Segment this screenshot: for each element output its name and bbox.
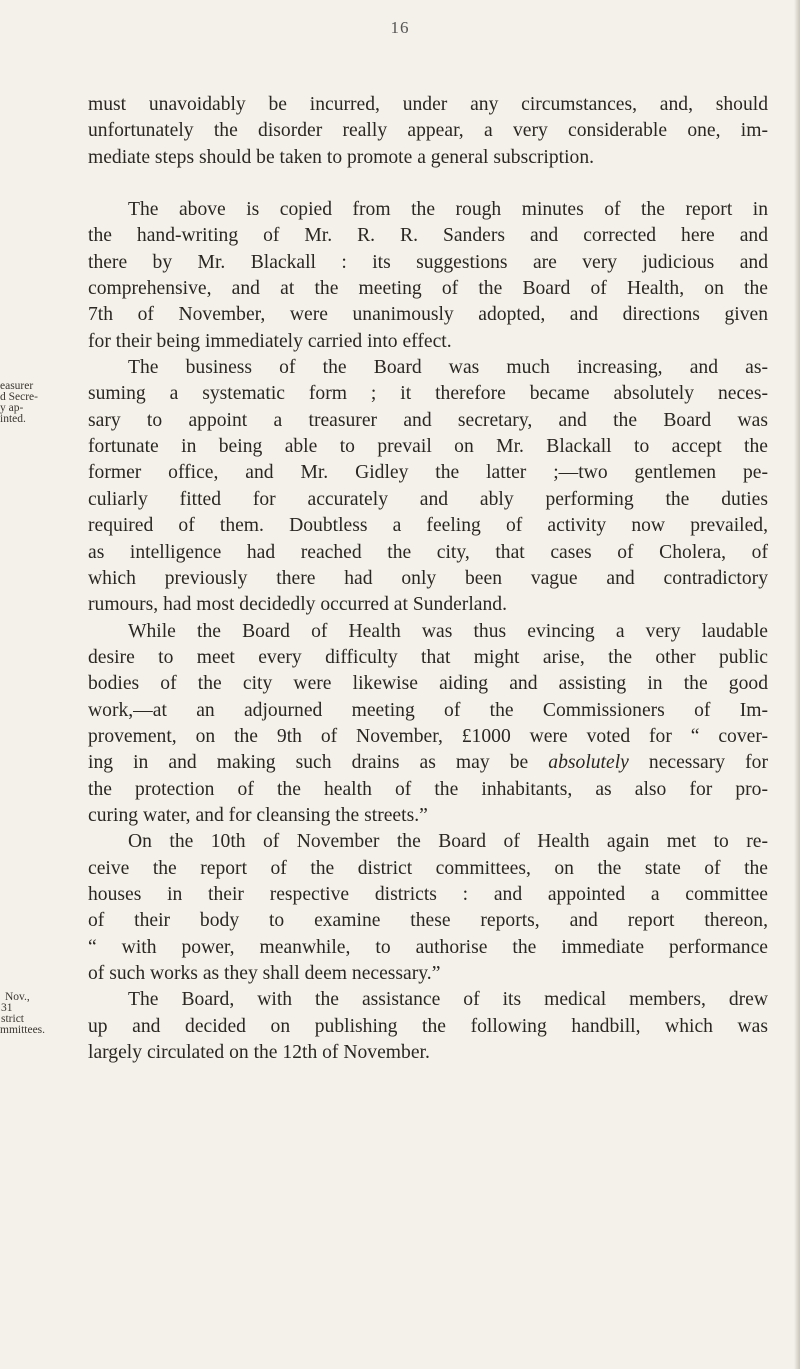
text-line: bodies of the city were likewise aiding and assisting in the good — [88, 673, 768, 695]
text-line: curing water, and for cleansing the streets.” — [88, 804, 428, 826]
text-line: the hand-writing of Mr. R. R. Sanders and corrected here and — [88, 225, 768, 247]
text-line: 7th of November, were unanimously adopted, and directions given — [88, 304, 768, 326]
text-line: comprehensive, and at the meeting of the Board of Health, on the — [88, 278, 768, 300]
text-segment: ing in and making such drains as may be — [88, 752, 549, 774]
text-line: up and decided on publishing the following handbill, which was — [88, 1015, 768, 1037]
margin-note-line: mmittees. — [0, 1024, 46, 1036]
margin-note-line: y ap- — [0, 402, 24, 414]
margin-note-district-committees — [0, 992, 82, 1036]
text-line: The above is copied from the rough minutes of the report in — [128, 199, 768, 221]
page-body — [88, 92, 768, 1066]
margin-note-line: 31 — [1, 1002, 13, 1014]
margin-note-line: inted. — [0, 413, 26, 425]
margin-note-line: easurer — [0, 380, 34, 392]
paragraph-gap — [88, 171, 768, 197]
text-line: for their being immediately carried into effect. — [88, 330, 452, 352]
text-line: largely circulated on the 12th of November. — [88, 1042, 430, 1064]
margin-note-line: strict — [1, 1013, 24, 1025]
italic-word: absolutely — [548, 752, 629, 774]
text-line: which previously there had only been vague and contradictory — [88, 567, 768, 589]
text-line: there by Mr. Blackall : its suggestions are very judicious and — [88, 251, 768, 273]
text-line: houses in their respective districts : and appointed a committee — [88, 883, 768, 905]
text-line: rumours, had most decidedly occurred at Sunderland. — [88, 594, 507, 616]
text-line: of such works as they shall deem necessary.” — [88, 963, 441, 984]
text-line: suming a systematic form ; it therefore became absolutely neces- — [88, 383, 768, 405]
text-line: fortunate in being able to prevail on Mr. Blackall to accept the — [88, 436, 768, 458]
text-line-with-italic — [88, 750, 768, 776]
margin-note-line: d Secre- — [0, 391, 38, 403]
text-line: mediate steps should be taken to promote a general subscription. — [88, 146, 595, 168]
text-line: desire to meet every difficulty that might arise, the other public — [88, 646, 768, 668]
text-line: While the Board of Health was thus evincing a very laudable — [128, 620, 768, 642]
page-edge-shadow — [794, 0, 800, 1369]
text-line: ceive the report of the district committees, on the state of the — [88, 857, 768, 879]
margin-note-treasurer-secretary — [0, 381, 82, 425]
page-number: 16 — [390, 18, 410, 37]
text-line: of their body to examine these reports, and report thereon, — [88, 910, 768, 932]
text-line: sary to appoint a treasurer and secretary, and the Board was — [88, 409, 768, 431]
text-line: The Board, with the assistance of its medical members, drew — [128, 989, 768, 1011]
text-line: work,—at an adjourned meeting of the Commissioners of Im- — [88, 699, 768, 721]
text-line: provement, on the 9th of November, £1000 were voted for “ cover- — [88, 725, 768, 747]
text-line: “ with power, meanwhile, to authorise the immediate performance — [88, 936, 768, 958]
text-line: culiarly fitted for accurately and ably performing the duties — [88, 488, 768, 510]
margin-note-line: Nov., — [5, 991, 30, 1003]
text-line: On the 10th of November the Board of Health again met to re- — [128, 831, 768, 853]
text-segment: necessary for — [628, 752, 768, 774]
text-line: as intelligence had reached the city, that cases of Cholera, of — [88, 541, 768, 563]
text-line: must unavoidably be incurred, under any circumstances, and, should — [88, 94, 768, 115]
text-line: unfortunately the disorder really appear, a very considerable one, im- — [88, 120, 768, 142]
text-line: required of them. Doubtless a feeling of activity now prevailed, — [88, 515, 768, 537]
text-line: the protection of the health of the inhabitants, as also for pro- — [88, 778, 768, 800]
text-line: former office, and Mr. Gidley the latter ;—two gentlemen pe- — [88, 462, 768, 484]
text-line: The business of the Board was much increasing, and as- — [128, 357, 768, 379]
